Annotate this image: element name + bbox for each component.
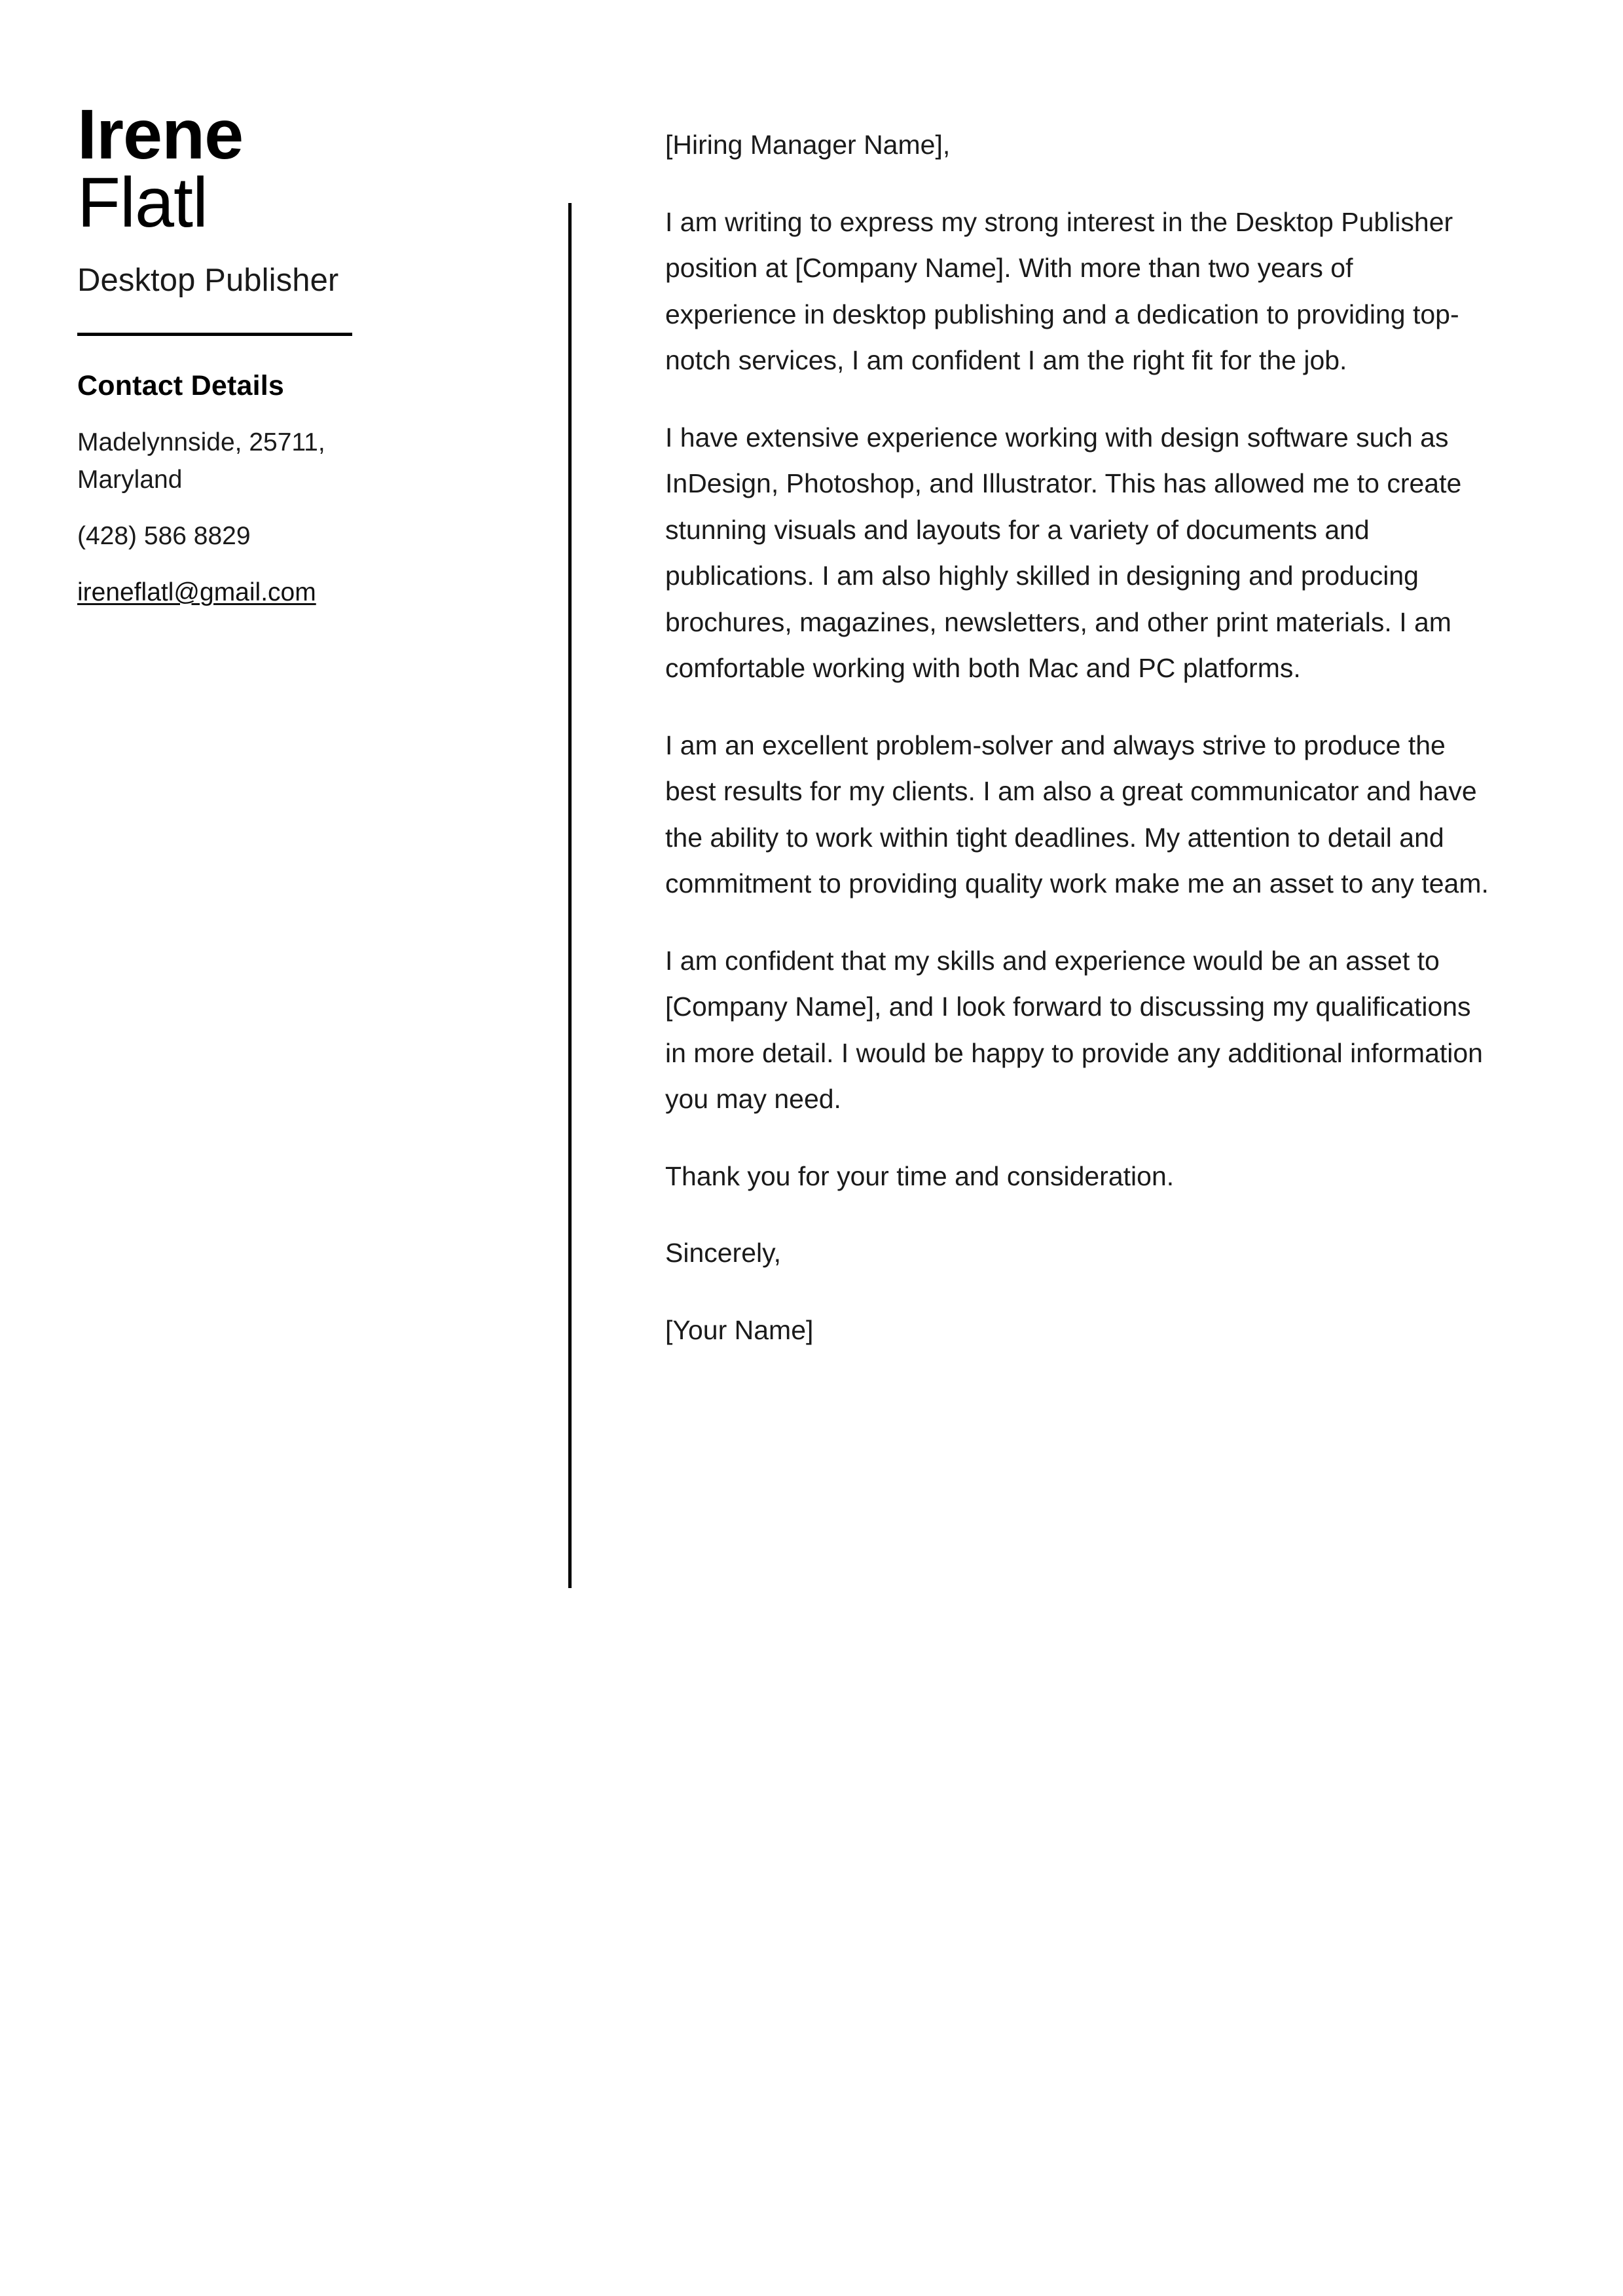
contact-details-heading: Contact Details (77, 370, 285, 402)
letter-thanks: Thank you for your time and consideration. (665, 1160, 1175, 1191)
contact-email-row (77, 574, 385, 612)
column-divider-rule (568, 203, 572, 1588)
sidebar (77, 94, 536, 612)
contact-details-list (77, 424, 536, 612)
sidebar-horizontal-rule (77, 333, 352, 336)
contact-address: Madelynnside, 25711, Maryland (77, 428, 325, 494)
contact-phone[interactable]: (428) 586 8829 (77, 522, 251, 551)
letter-paragraph-2: I have extensive experience working with design software such as InDesign, Photoshop, and Illustrator. This has allowed me to create stunning visuals and layouts for a variety of documents and publications. I am also highly skilled in designing and producing brochures, magazines, newsletters, and other print materials. I am comfortable working with both Mac and PC platforms. (665, 422, 1462, 684)
letter-closing: Sincerely, (665, 1238, 781, 1268)
candidate-last-name: Flatl (77, 162, 208, 242)
letter-signature: [Your Name] (665, 1314, 814, 1345)
candidate-name (77, 94, 536, 242)
letter-salutation: [Hiring Manager Name], (665, 130, 951, 160)
contact-email-link[interactable]: ireneflatl@gmail.com (77, 578, 316, 607)
letter-paragraph-1: I am writing to express my strong interest in the Desktop Publisher position at [Company Name]. With more than two years of experience in desktop publishing and a dedication to providing top-notch services, I am confident I am the right fit for the job. (665, 206, 1459, 376)
letter-body (665, 122, 1489, 1353)
letter-paragraph-4: I am confident that my skills and experience would be an asset to [Company Name], and I look forward to discussing my qualifications in more detail. I would be happy to provide any additional information you may need. (665, 945, 1483, 1115)
candidate-first-name: Irene (77, 94, 244, 174)
letter-paragraph-3: I am an excellent problem-solver and always strive to produce the best results for my clients. I am also a great communicator and have the ability to work within tight deadlines. My attention to detail and commitment to providing quality work make me an asset to any team. (665, 730, 1489, 899)
candidate-job-title: Desktop Publisher (77, 263, 339, 299)
